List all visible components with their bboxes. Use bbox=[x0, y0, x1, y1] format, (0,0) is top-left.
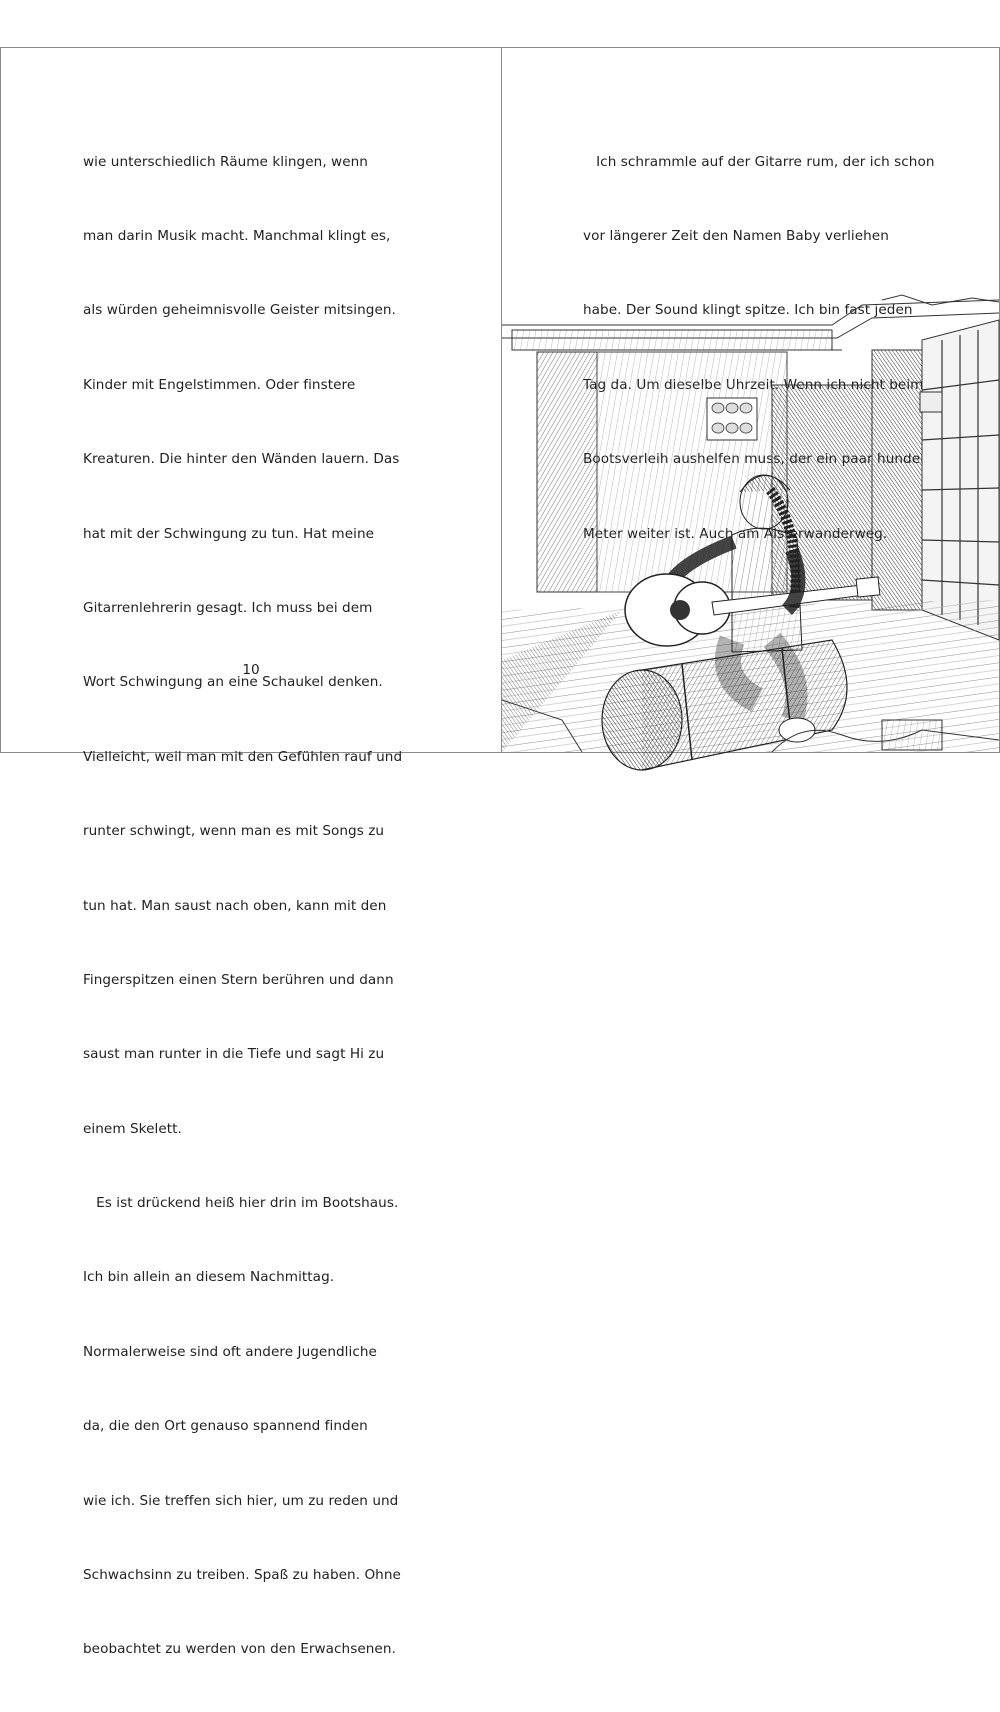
text-line: runter schwingt, wenn man es mit Songs zu bbox=[83, 823, 385, 840]
text-line: als würden geheimnisvolle Geister mitsingen. bbox=[83, 302, 396, 319]
page-number: 10 bbox=[242, 662, 260, 678]
text-line: Kinder mit Engelstimmen. Oder finstere bbox=[83, 376, 356, 393]
text-line: wie ich. Sie treffen sich hier, um zu reden und bbox=[83, 1492, 399, 1509]
text-line: beobachtet zu werden von den Erwachsenen. bbox=[83, 1641, 396, 1658]
text-line: tun hat. Man saust nach oben, kann mit den bbox=[83, 897, 387, 914]
text-line: da, die den Ort genauso spannend finden bbox=[83, 1418, 368, 1435]
text-line: Kreaturen. Die hinter den Wänden lauern. Das bbox=[83, 451, 400, 468]
window-wall bbox=[872, 320, 999, 640]
text-line: saust man runter in die Tiefe und sagt Hi zu bbox=[83, 1046, 385, 1063]
boathouse-guitar-illustration bbox=[502, 280, 999, 752]
left-page-text bbox=[83, 100, 402, 1712]
text-line: Schwachsinn zu treiben. Spaß zu haben. Ohne bbox=[83, 1567, 401, 1584]
text-line: Normalerweise sind oft andere Jugendliche bbox=[83, 1343, 377, 1360]
text-line: Vielleicht, weil man mit den Gefühlen rauf und bbox=[83, 748, 403, 765]
text-line: habe. Der Sound klingt spitze. Ich bin fast jeden bbox=[583, 302, 913, 319]
text-line: vor längerer Zeit den Namen Baby verliehen bbox=[583, 227, 889, 244]
text-line: Ich bin allein an diesem Nachmittag. bbox=[83, 1269, 335, 1286]
text-line: Wort Schwingung an eine Schaukel denken. bbox=[83, 674, 383, 691]
text-line: Ich schrammle auf der Gitarre rum, der ich schon bbox=[583, 153, 935, 170]
text-line: Fingerspitzen einen Stern berühren und dann bbox=[83, 971, 394, 988]
text-line: man darin Musik macht. Manchmal klingt es, bbox=[83, 227, 391, 244]
right-page bbox=[502, 48, 999, 752]
text-line: wie unterschiedlich Räume klingen, wenn bbox=[83, 153, 368, 170]
book-spread bbox=[0, 47, 1000, 1658]
text-line: Gitarrenlehrerin gesagt. Ich muss bei dem bbox=[83, 599, 373, 616]
text-line: hat mit der Schwingung zu tun. Hat meine bbox=[83, 525, 375, 542]
text-line: Es ist drückend heiß hier drin im Bootshaus. bbox=[83, 1195, 399, 1212]
left-page bbox=[1, 48, 501, 1658]
text-line: einem Skelett. bbox=[83, 1120, 182, 1137]
